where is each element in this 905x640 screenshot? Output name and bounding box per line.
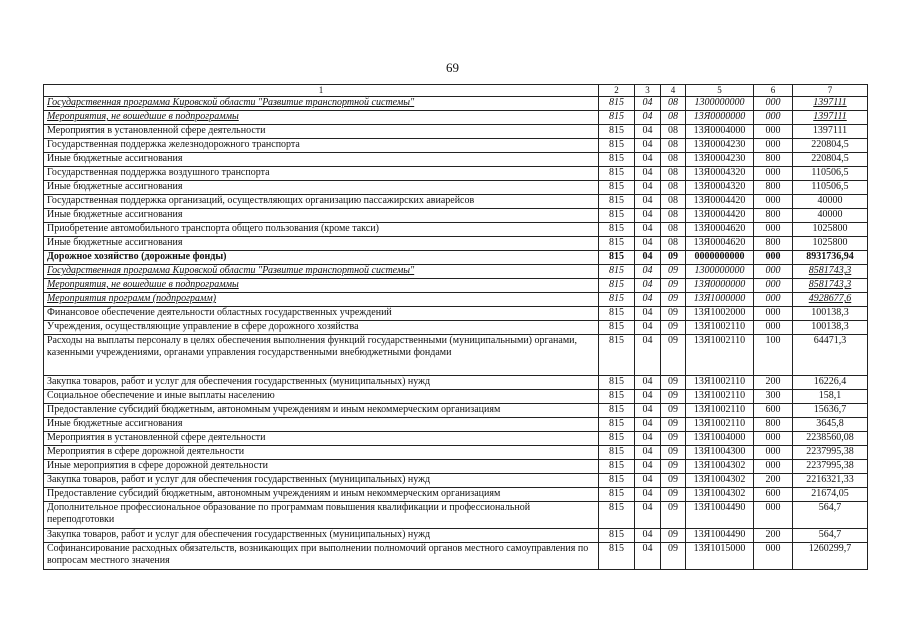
- target-article-cell: 13Я0004000: [686, 125, 754, 139]
- amount-cell: 220804,5: [793, 139, 868, 153]
- target-article-cell: 13Я0004420: [686, 209, 754, 223]
- target-article-cell: 1300000000: [686, 97, 754, 111]
- ministry-code-cell: 815: [599, 153, 635, 167]
- section-cell: 04: [635, 418, 661, 432]
- amount-cell: 2237995,38: [793, 446, 868, 460]
- amount-cell: 40000: [793, 209, 868, 223]
- amount-cell: 4928677,6: [793, 293, 868, 307]
- amount-cell: 100138,3: [793, 321, 868, 335]
- table-row: [44, 404, 868, 418]
- item-name-cell: Закупка товаров, работ и услуг для обеспечения государственных (муниципальных) нужд: [44, 474, 599, 488]
- table-body: [44, 85, 868, 570]
- section-cell: 04: [635, 181, 661, 195]
- amount-cell: 2237995,38: [793, 460, 868, 474]
- header-cell: 5: [686, 85, 754, 97]
- item-name-cell: Государственная программа Кировской области "Развитие транспортной системы": [44, 97, 599, 111]
- item-name-cell: Финансовое обеспечение деятельности областных государственных учреждений: [44, 307, 599, 321]
- amount-cell: 110506,5: [793, 167, 868, 181]
- subsection-cell: 08: [661, 195, 686, 209]
- ministry-code-cell: 815: [599, 279, 635, 293]
- section-cell: 04: [635, 167, 661, 181]
- ministry-code-cell: 815: [599, 125, 635, 139]
- amount-cell: 1025800: [793, 223, 868, 237]
- subsection-cell: 09: [661, 376, 686, 390]
- table-row: [44, 97, 868, 111]
- expense-type-cell: 000: [754, 446, 793, 460]
- expense-type-cell: 000: [754, 432, 793, 446]
- section-cell: 04: [635, 474, 661, 488]
- section-cell: 04: [635, 432, 661, 446]
- amount-cell: 1260299,7: [793, 543, 868, 570]
- header-cell: 2: [599, 85, 635, 97]
- section-cell: 04: [635, 237, 661, 251]
- target-article-cell: 13Я1002110: [686, 321, 754, 335]
- target-article-cell: 13Я1004302: [686, 474, 754, 488]
- subsection-cell: 09: [661, 321, 686, 335]
- expense-type-cell: 000: [754, 265, 793, 279]
- subsection-cell: 09: [661, 265, 686, 279]
- amount-cell: 1397111: [793, 125, 868, 139]
- section-cell: 04: [635, 111, 661, 125]
- table-row: [44, 335, 868, 376]
- expense-type-cell: 100: [754, 335, 793, 376]
- table-row: [44, 209, 868, 223]
- subsection-cell: 08: [661, 223, 686, 237]
- table-row: [44, 474, 868, 488]
- subsection-cell: 09: [661, 307, 686, 321]
- amount-cell: 158,1: [793, 390, 868, 404]
- expense-type-cell: 800: [754, 237, 793, 251]
- table-row: [44, 432, 868, 446]
- table-row: [44, 167, 868, 181]
- table-row: [44, 139, 868, 153]
- table-header-row: [44, 85, 868, 97]
- ministry-code-cell: 815: [599, 293, 635, 307]
- ministry-code-cell: 815: [599, 139, 635, 153]
- ministry-code-cell: 815: [599, 307, 635, 321]
- section-cell: 04: [635, 139, 661, 153]
- subsection-cell: 08: [661, 153, 686, 167]
- ministry-code-cell: 815: [599, 376, 635, 390]
- item-name-cell: Предоставление субсидий бюджетным, автономным учреждениям и иным некоммерческим организациям: [44, 488, 599, 502]
- section-cell: 04: [635, 265, 661, 279]
- amount-cell: 15636,7: [793, 404, 868, 418]
- subsection-cell: 09: [661, 543, 686, 570]
- target-article-cell: 13Я0004320: [686, 181, 754, 195]
- expense-type-cell: 800: [754, 181, 793, 195]
- expense-type-cell: 200: [754, 529, 793, 543]
- amount-cell: 21674,05: [793, 488, 868, 502]
- section-cell: 04: [635, 376, 661, 390]
- table-row: [44, 488, 868, 502]
- subsection-cell: 09: [661, 418, 686, 432]
- section-cell: 04: [635, 223, 661, 237]
- subsection-cell: 09: [661, 404, 686, 418]
- subsection-cell: 09: [661, 446, 686, 460]
- section-cell: 04: [635, 279, 661, 293]
- ministry-code-cell: 815: [599, 237, 635, 251]
- ministry-code-cell: 815: [599, 390, 635, 404]
- item-name-cell: Государственная поддержка железнодорожного транспорта: [44, 139, 599, 153]
- subsection-cell: 08: [661, 181, 686, 195]
- target-article-cell: 13Я1004490: [686, 502, 754, 529]
- expense-type-cell: 800: [754, 153, 793, 167]
- target-article-cell: 13Я1004302: [686, 460, 754, 474]
- header-cell: 1: [44, 85, 599, 97]
- target-article-cell: 13Я1000000: [686, 293, 754, 307]
- table-row: [44, 307, 868, 321]
- section-cell: 04: [635, 390, 661, 404]
- target-article-cell: 13Я1004000: [686, 432, 754, 446]
- section-cell: 04: [635, 251, 661, 265]
- ministry-code-cell: 815: [599, 335, 635, 376]
- ministry-code-cell: 815: [599, 223, 635, 237]
- ministry-code-cell: 815: [599, 432, 635, 446]
- subsection-cell: 08: [661, 139, 686, 153]
- subsection-cell: 09: [661, 529, 686, 543]
- section-cell: 04: [635, 195, 661, 209]
- table-row: [44, 502, 868, 529]
- expense-type-cell: 000: [754, 502, 793, 529]
- expense-type-cell: 600: [754, 404, 793, 418]
- section-cell: 04: [635, 446, 661, 460]
- table-row: [44, 460, 868, 474]
- header-cell: 7: [793, 85, 868, 97]
- item-name-cell: Софинансирование расходных обязательств, возникающих при выполнении полномочий органов местного самоуправления по вопросам местного значения: [44, 543, 599, 570]
- table-row: [44, 446, 868, 460]
- table-row: [44, 195, 868, 209]
- table-row: [44, 279, 868, 293]
- item-name-cell: Иные бюджетные ассигнования: [44, 237, 599, 251]
- target-article-cell: 13Я0004620: [686, 223, 754, 237]
- section-cell: 04: [635, 97, 661, 111]
- item-name-cell: Мероприятия, не вошедшие в подпрограммы: [44, 279, 599, 293]
- section-cell: 04: [635, 502, 661, 529]
- subsection-cell: 09: [661, 251, 686, 265]
- ministry-code-cell: 815: [599, 404, 635, 418]
- amount-cell: 1397111: [793, 97, 868, 111]
- target-article-cell: 13Я1004302: [686, 488, 754, 502]
- section-cell: 04: [635, 460, 661, 474]
- ministry-code-cell: 815: [599, 502, 635, 529]
- amount-cell: 40000: [793, 195, 868, 209]
- target-article-cell: 13Я0000000: [686, 111, 754, 125]
- amount-cell: 8931736,94: [793, 251, 868, 265]
- table-row: [44, 153, 868, 167]
- item-name-cell: Учреждения, осуществляющие управление в сфере дорожного хозяйства: [44, 321, 599, 335]
- item-name-cell: Расходы на выплаты персоналу в целях обеспечения выполнения функций государственными (муниципальными) органами, казенными учреждениями, органами управления государственными внебюджетными фондами: [44, 335, 599, 376]
- subsection-cell: 08: [661, 111, 686, 125]
- amount-cell: 8581743,3: [793, 279, 868, 293]
- expense-type-cell: 000: [754, 223, 793, 237]
- expense-type-cell: 000: [754, 125, 793, 139]
- item-name-cell: Мероприятия, не вошедшие в подпрограммы: [44, 111, 599, 125]
- table-row: [44, 529, 868, 543]
- section-cell: 04: [635, 209, 661, 223]
- subsection-cell: 09: [661, 279, 686, 293]
- target-article-cell: 13Я1002110: [686, 404, 754, 418]
- amount-cell: 3645,8: [793, 418, 868, 432]
- target-article-cell: 13Я1002000: [686, 307, 754, 321]
- target-article-cell: 1300000000: [686, 265, 754, 279]
- target-article-cell: 13Я1004300: [686, 446, 754, 460]
- expense-type-cell: 000: [754, 543, 793, 570]
- ministry-code-cell: 815: [599, 111, 635, 125]
- item-name-cell: Предоставление субсидий бюджетным, автономным учреждениям и иным некоммерческим организациям: [44, 404, 599, 418]
- target-article-cell: 13Я1004490: [686, 529, 754, 543]
- item-name-cell: Иные мероприятия в сфере дорожной деятельности: [44, 460, 599, 474]
- section-cell: 04: [635, 543, 661, 570]
- target-article-cell: 13Я1002110: [686, 390, 754, 404]
- subsection-cell: 09: [661, 390, 686, 404]
- section-cell: 04: [635, 529, 661, 543]
- page-number: 69: [446, 60, 459, 75]
- expense-type-cell: 000: [754, 460, 793, 474]
- table-row: [44, 418, 868, 432]
- item-name-cell: Государственная программа Кировской области "Развитие транспортной системы": [44, 265, 599, 279]
- table-row: [44, 543, 868, 570]
- expense-type-cell: 000: [754, 279, 793, 293]
- item-name-cell: Приобретение автомобильного транспорта общего пользования (кроме такси): [44, 223, 599, 237]
- header-cell: 4: [661, 85, 686, 97]
- item-name-cell: Дорожное хозяйство (дорожные фонды): [44, 251, 599, 265]
- item-name-cell: Иные бюджетные ассигнования: [44, 153, 599, 167]
- table-row: [44, 237, 868, 251]
- expense-type-cell: 200: [754, 474, 793, 488]
- section-cell: 04: [635, 335, 661, 376]
- subsection-cell: 09: [661, 335, 686, 376]
- amount-cell: 220804,5: [793, 153, 868, 167]
- ministry-code-cell: 815: [599, 181, 635, 195]
- expense-type-cell: 000: [754, 293, 793, 307]
- subsection-cell: 08: [661, 97, 686, 111]
- section-cell: 04: [635, 404, 661, 418]
- amount-cell: 2216321,33: [793, 474, 868, 488]
- amount-cell: 16226,4: [793, 376, 868, 390]
- table-row: [44, 181, 868, 195]
- expense-type-cell: 000: [754, 307, 793, 321]
- ministry-code-cell: 815: [599, 418, 635, 432]
- table-row: [44, 321, 868, 335]
- item-name-cell: Мероприятия в сфере дорожной деятельности: [44, 446, 599, 460]
- section-cell: 04: [635, 321, 661, 335]
- ministry-code-cell: 815: [599, 529, 635, 543]
- ministry-code-cell: 815: [599, 209, 635, 223]
- amount-cell: 8581743,3: [793, 265, 868, 279]
- target-article-cell: 13Я1002110: [686, 418, 754, 432]
- ministry-code-cell: 815: [599, 167, 635, 181]
- table-row: [44, 223, 868, 237]
- amount-cell: 564,7: [793, 502, 868, 529]
- ministry-code-cell: 815: [599, 265, 635, 279]
- amount-cell: 2238560,08: [793, 432, 868, 446]
- table-row: [44, 265, 868, 279]
- amount-cell: 1025800: [793, 237, 868, 251]
- item-name-cell: Мероприятия в установленной сфере деятельности: [44, 125, 599, 139]
- expense-type-cell: 600: [754, 488, 793, 502]
- table-row: [44, 390, 868, 404]
- subsection-cell: 09: [661, 460, 686, 474]
- expense-type-cell: 000: [754, 251, 793, 265]
- amount-cell: 110506,5: [793, 181, 868, 195]
- target-article-cell: 13Я1015000: [686, 543, 754, 570]
- target-article-cell: 0000000000: [686, 251, 754, 265]
- target-article-cell: 13Я0000000: [686, 279, 754, 293]
- expense-type-cell: 000: [754, 97, 793, 111]
- item-name-cell: Мероприятия программ (подпрограмм): [44, 293, 599, 307]
- amount-cell: 64471,3: [793, 335, 868, 376]
- expense-type-cell: 000: [754, 321, 793, 335]
- budget-table: [43, 84, 868, 570]
- item-name-cell: Иные бюджетные ассигнования: [44, 181, 599, 195]
- expense-type-cell: 000: [754, 167, 793, 181]
- section-cell: 04: [635, 307, 661, 321]
- table-row: [44, 376, 868, 390]
- amount-cell: 100138,3: [793, 307, 868, 321]
- item-name-cell: Мероприятия в установленной сфере деятельности: [44, 432, 599, 446]
- ministry-code-cell: 815: [599, 543, 635, 570]
- header-cell: 3: [635, 85, 661, 97]
- item-name-cell: Дополнительное профессиональное образование по программам повышения квалификации и профессиональной переподготовки: [44, 502, 599, 529]
- expense-type-cell: 800: [754, 209, 793, 223]
- target-article-cell: 13Я1002110: [686, 376, 754, 390]
- section-cell: 04: [635, 125, 661, 139]
- target-article-cell: 13Я0004320: [686, 167, 754, 181]
- target-article-cell: 13Я0004620: [686, 237, 754, 251]
- ministry-code-cell: 815: [599, 97, 635, 111]
- table-row: [44, 251, 868, 265]
- section-cell: 04: [635, 153, 661, 167]
- subsection-cell: 09: [661, 488, 686, 502]
- amount-cell: 1397111: [793, 111, 868, 125]
- expense-type-cell: 200: [754, 376, 793, 390]
- target-article-cell: 13Я1002110: [686, 335, 754, 376]
- table-row: [44, 293, 868, 307]
- expense-type-cell: 000: [754, 111, 793, 125]
- item-name-cell: Закупка товаров, работ и услуг для обеспечения государственных (муниципальных) нужд: [44, 529, 599, 543]
- item-name-cell: Иные бюджетные ассигнования: [44, 209, 599, 223]
- expense-type-cell: 800: [754, 418, 793, 432]
- subsection-cell: 09: [661, 293, 686, 307]
- ministry-code-cell: 815: [599, 474, 635, 488]
- ministry-code-cell: 815: [599, 321, 635, 335]
- expense-type-cell: 300: [754, 390, 793, 404]
- ministry-code-cell: 815: [599, 251, 635, 265]
- subsection-cell: 09: [661, 502, 686, 529]
- ministry-code-cell: 815: [599, 195, 635, 209]
- item-name-cell: Социальное обеспечение и иные выплаты населению: [44, 390, 599, 404]
- ministry-code-cell: 815: [599, 488, 635, 502]
- target-article-cell: 13Я0004420: [686, 195, 754, 209]
- amount-cell: 564,7: [793, 529, 868, 543]
- subsection-cell: 08: [661, 125, 686, 139]
- item-name-cell: Закупка товаров, работ и услуг для обеспечения государственных (муниципальных) нужд: [44, 376, 599, 390]
- subsection-cell: 08: [661, 209, 686, 223]
- section-cell: 04: [635, 488, 661, 502]
- subsection-cell: 08: [661, 237, 686, 251]
- expense-type-cell: 000: [754, 195, 793, 209]
- subsection-cell: 09: [661, 474, 686, 488]
- ministry-code-cell: 815: [599, 460, 635, 474]
- item-name-cell: Государственная поддержка воздушного транспорта: [44, 167, 599, 181]
- table-row: [44, 125, 868, 139]
- table-row: [44, 111, 868, 125]
- item-name-cell: Иные бюджетные ассигнования: [44, 418, 599, 432]
- subsection-cell: 08: [661, 167, 686, 181]
- target-article-cell: 13Я0004230: [686, 153, 754, 167]
- expense-type-cell: 000: [754, 139, 793, 153]
- header-cell: 6: [754, 85, 793, 97]
- target-article-cell: 13Я0004230: [686, 139, 754, 153]
- ministry-code-cell: 815: [599, 446, 635, 460]
- subsection-cell: 09: [661, 432, 686, 446]
- item-name-cell: Государственная поддержка организаций, осуществляющих организацию пассажирских авиарейсов: [44, 195, 599, 209]
- section-cell: 04: [635, 293, 661, 307]
